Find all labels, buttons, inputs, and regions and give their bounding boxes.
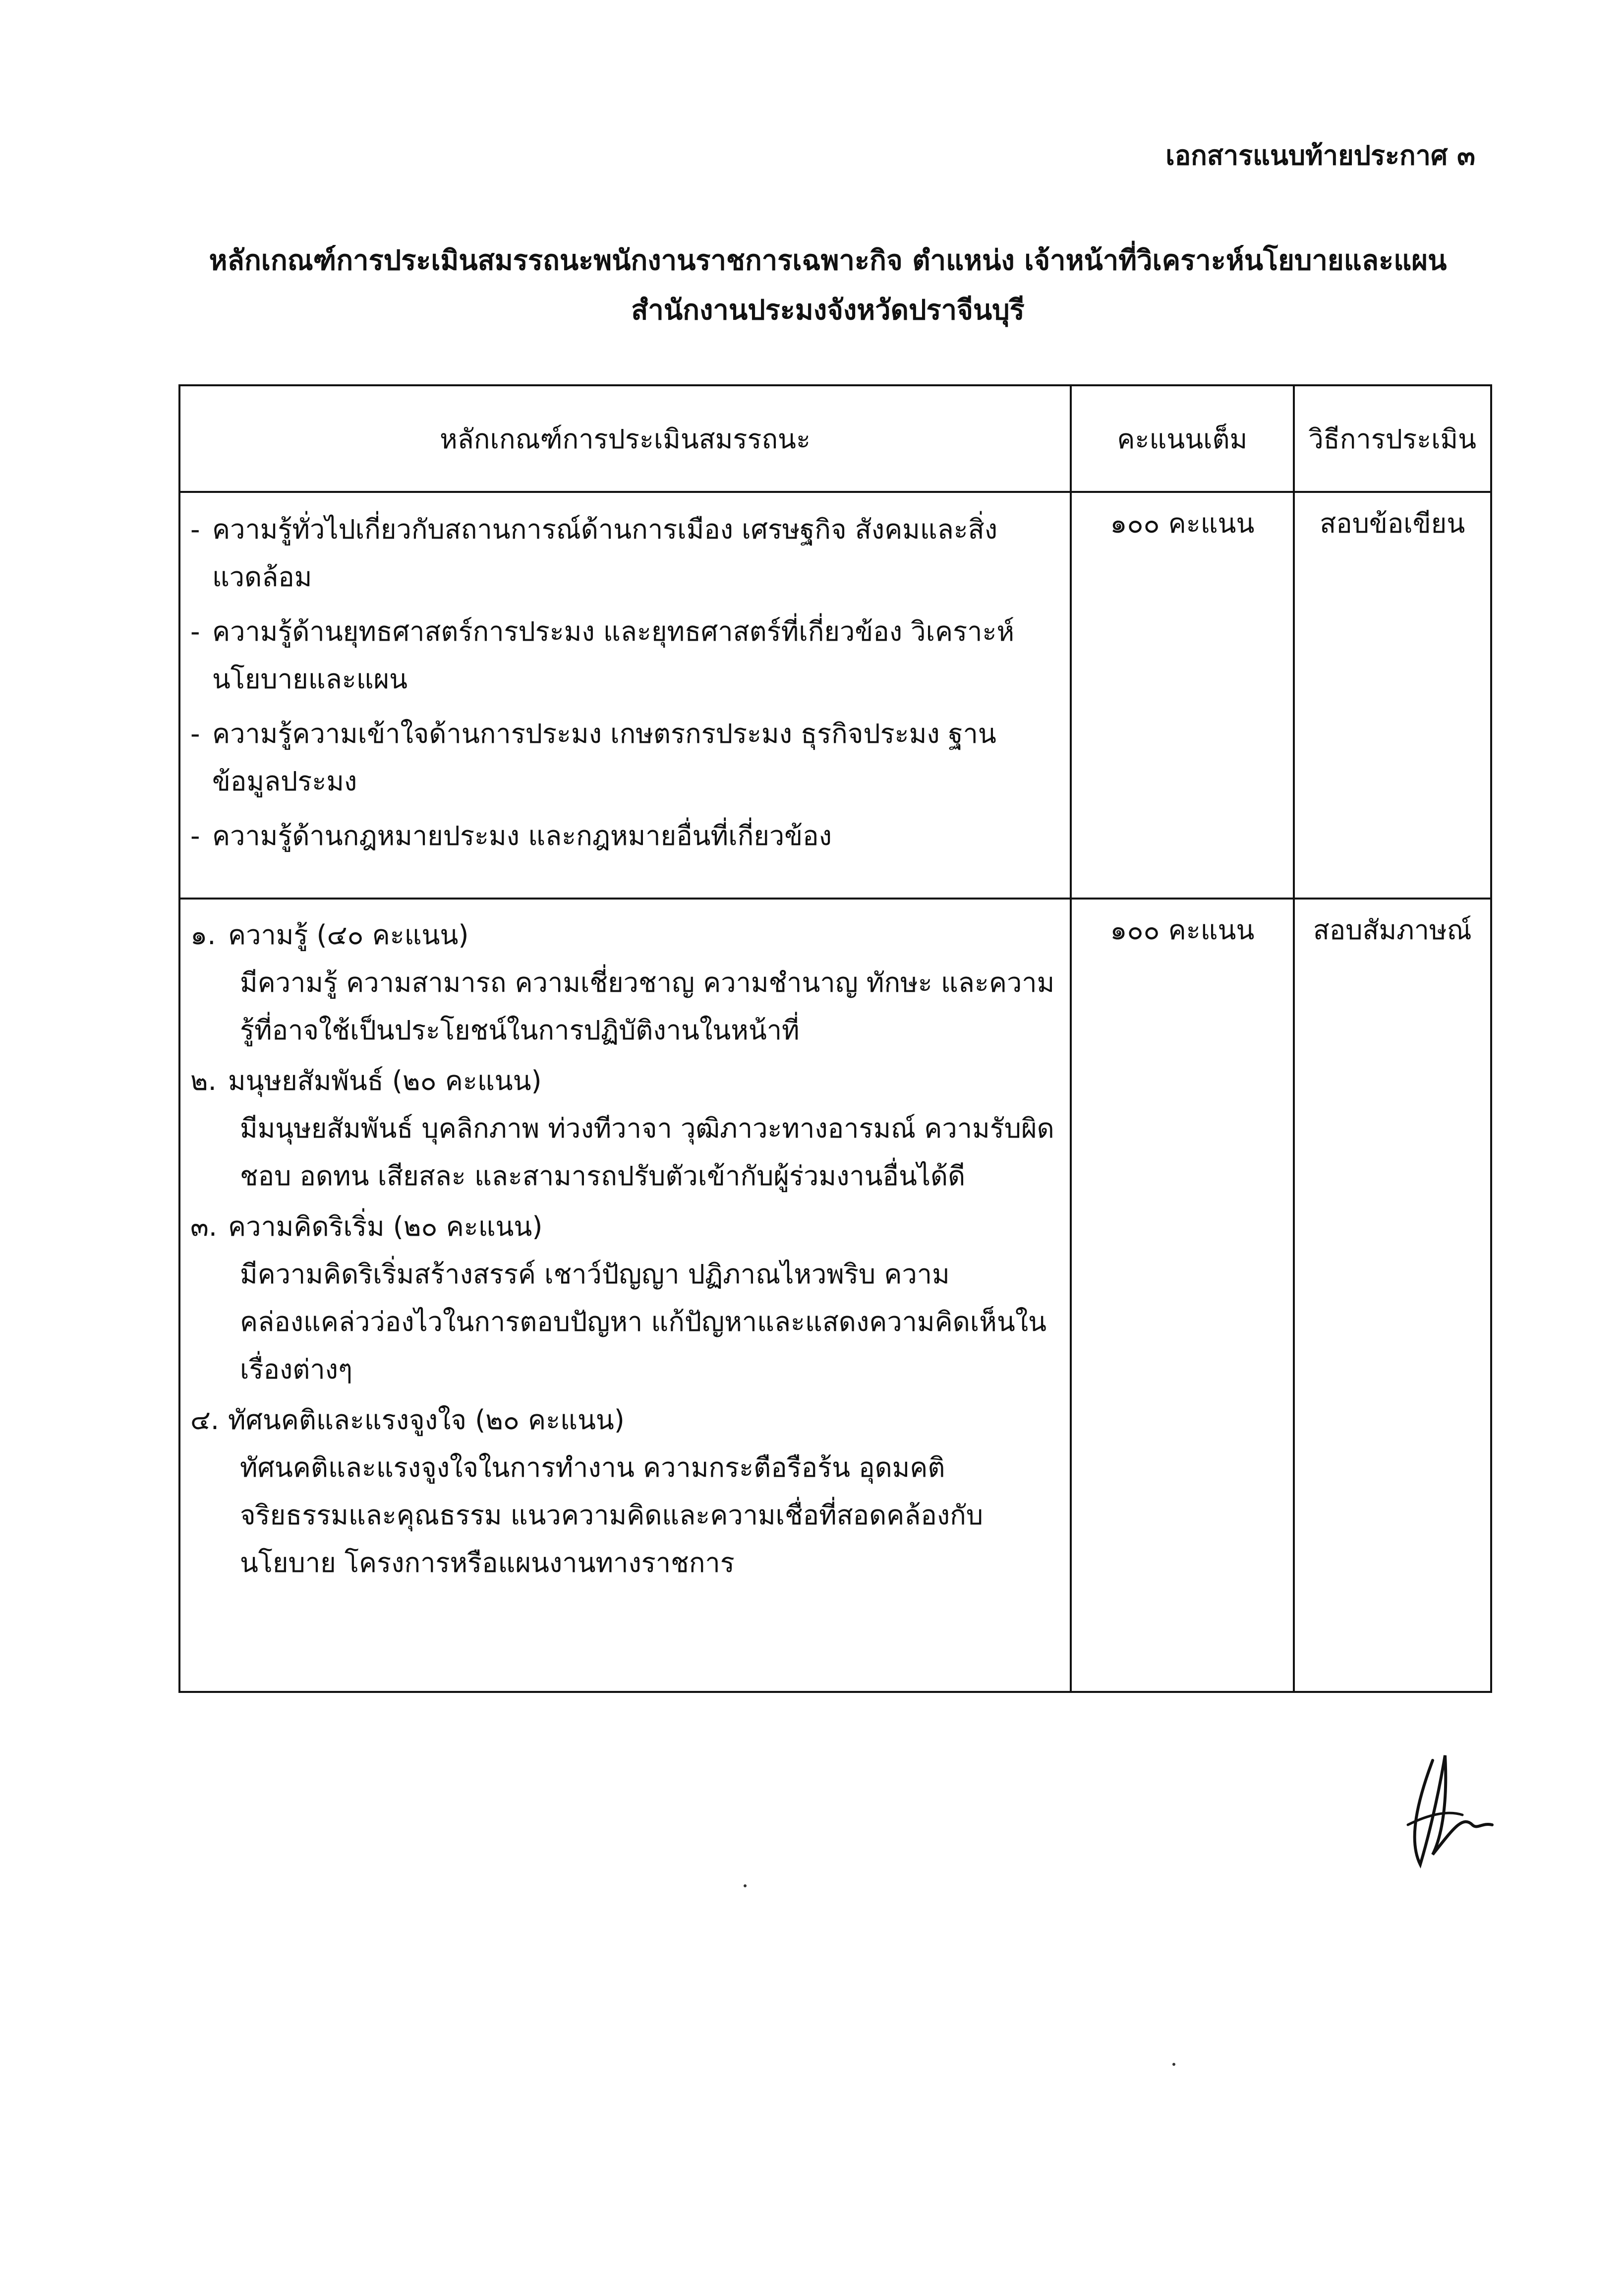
header-method: วิธีการประเมิน [1294,385,1491,492]
stray-mark [1172,2063,1175,2066]
score-cell: ๑๐๐ คะแนน [1071,899,1294,1692]
list-item-text: ความรู้ทั่วไปเกี่ยวกับสถานการณ์ด้านการเมือง เศรษฐกิจ สังคมและสิ่งแวดล้อม [212,514,998,593]
criteria-section [190,1203,1060,1393]
criteria-cell [179,492,1071,899]
list-item: - ความรู้ความเข้าใจด้านการประมง เกษตรกรประมง ธุรกิจประมง ฐานข้อมูลประมง [190,710,1060,805]
table-row [179,492,1491,899]
list-item: - ความรู้ด้านยุทธศาสตร์การประมง และยุทธศาสตร์ที่เกี่ยวข้อง วิเคราะห์นโยบายและแผน [190,608,1060,703]
section-description: มีมนุษยสัมพันธ์ บุคลิกภาพ ท่วงทีวาจา วุฒิภาวะทางอารมณ์ ความรับผิดชอบ อดทน เสียสละ และสามารถปรับตัวเข้ากับผู้ร่วมงานอื่นได้ดี [240,1113,1054,1192]
criteria-section [190,1057,1060,1200]
section-description: มีความรู้ ความสามารถ ความเชี่ยวชาญ ความชำนาญ ทักษะ และความรู้ที่อาจใช้เป็นประโยชน์ในการปฏิบัติงานในหน้าที่ [240,967,1055,1046]
document-subtitle: สำนักงานประมงจังหวัดปราจีนบุรี [631,294,1025,326]
section-heading: มนุษยสัมพันธ์ (๒๐ คะแนน) [228,1065,542,1096]
section-heading: ความคิดริเริ่ม (๒๐ คะแนน) [228,1211,543,1242]
section-number: ๒. [190,1065,217,1096]
section-heading: ความรู้ (๔๐ คะแนน) [228,919,469,951]
signature [1398,1741,1497,1869]
section-number: ๔. [190,1404,220,1436]
table-row [179,899,1491,1692]
criteria-section [190,1396,1060,1587]
table-header-row [179,385,1491,492]
stray-mark [744,1884,747,1887]
section-number: ๓. [190,1211,218,1242]
score-cell: ๑๐๐ คะแนน [1071,492,1294,899]
section-description: ทัศนคติและแรงจูงใจในการทำงาน ความกระตือรือร้น อุดมคติ จริยธรรมและคุณธรรม แนวความคิดและความเชื่อที่สอดคล้องกับนโยบาย โครงการหรือแผนงานทางราชการ [240,1452,984,1578]
method-cell: สอบสัมภาษณ์ [1294,899,1491,1692]
list-item-text: ความรู้ด้านกฎหมายประมง และกฎหมายอื่นที่เกี่ยวข้อง [212,820,832,851]
list-item-text: ความรู้ความเข้าใจด้านการประมง เกษตรกรประมง ธุรกิจประมง ฐานข้อมูลประมง [212,718,996,797]
method-cell: สอบข้อเขียน [1294,492,1491,899]
criteria-section [190,911,1060,1054]
document-title: หลักเกณฑ์การประเมินสมรรถนะพนักงานราชการเฉพาะกิจ ตำแหน่ง เจ้าหน้าที่วิเคราะห์นโยบายและแผน [209,244,1447,277]
header-criteria: หลักเกณฑ์การประเมินสมรรถนะ [179,385,1071,492]
criteria-table [178,384,1492,1693]
attachment-label: เอกสารแนบท้ายประกาศ ๓ [1165,140,1475,171]
list-item-text: ความรู้ด้านยุทธศาสตร์การประมง และยุทธศาสตร์ที่เกี่ยวข้อง วิเคราะห์นโยบายและแผน [212,616,1015,695]
section-number: ๑. [190,919,216,951]
list-item: - ความรู้ทั่วไปเกี่ยวกับสถานการณ์ด้านการเมือง เศรษฐกิจ สังคมและสิ่งแวดล้อม [190,506,1060,601]
section-heading: ทัศนคติและแรงจูงใจ (๒๐ คะแนน) [228,1404,625,1436]
header-full-score: คะแนนเต็ม [1071,385,1294,492]
criteria-cell [179,899,1071,1692]
list-item: - ความรู้ด้านกฎหมายประมง และกฎหมายอื่นที่เกี่ยวข้อง [190,812,1060,860]
section-description: มีความคิดริเริ่มสร้างสรรค์ เชาว์ปัญญา ปฏิภาณไหวพริบ ความคล่องแคล่วว่องไวในการตอบปัญหา แก้ปัญหาและแสดงความคิดเห็นในเรื่องต่างๆ [240,1259,1047,1385]
